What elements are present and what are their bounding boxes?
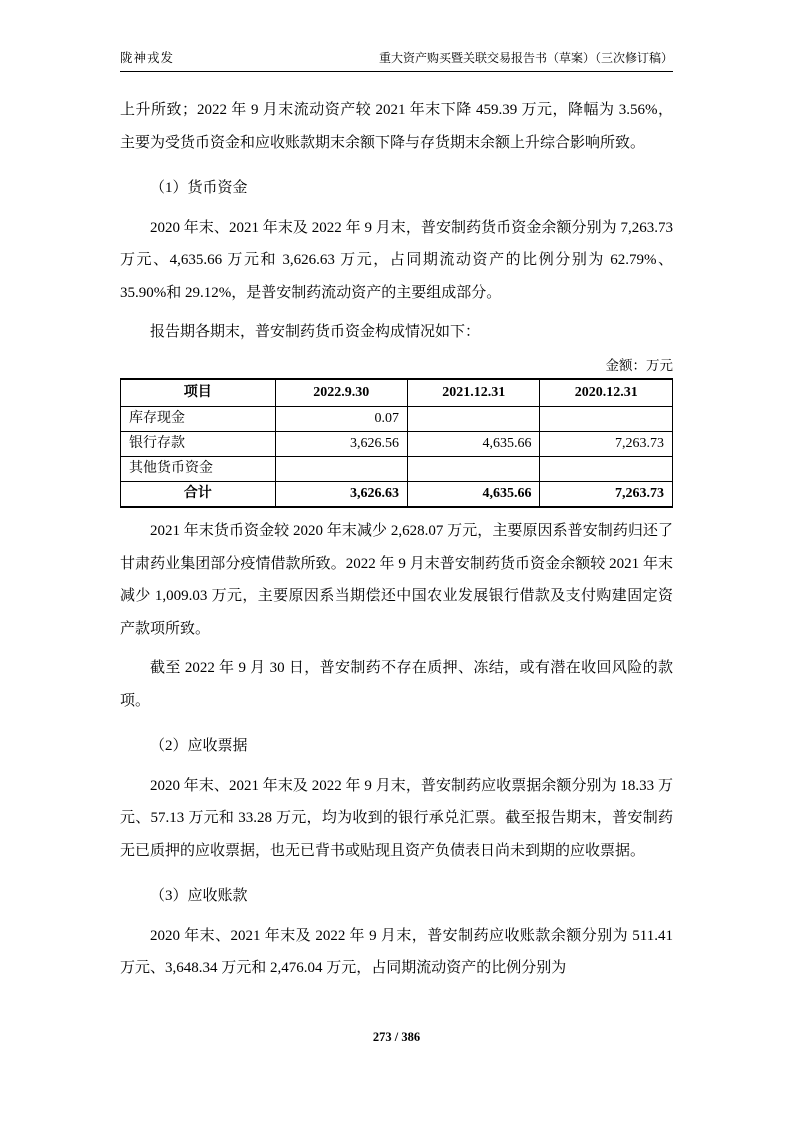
table-cell-value: 0.07 [275, 407, 407, 432]
table-cell-value: 3,626.56 [275, 432, 407, 457]
paragraph-table-intro: 报告期各期末，普安制药货币资金构成情况如下： [150, 324, 481, 340]
table-cell-value [408, 457, 540, 482]
heading-monetary-funds: （1）货币资金 [150, 180, 248, 196]
paragraph-notes-receivable-balance: 2020 年末、2021 年末及 2022 年 9 月末，普安制药应收票据余额分别为 18.33 万元、57.13 万元和 33.28 万元，均为收到的银行承兑汇票。截至报告期末，普安制药无已质押的应收票据，也无已背书或贴现且资产负债表日尚未到期的应收票据。 [120, 777, 673, 859]
table-cell-value: 3,626.63 [275, 482, 407, 508]
table-row-other-monetary-funds [121, 457, 673, 482]
table-header-2021: 2021.12.31 [408, 379, 540, 407]
table-cell-value [408, 407, 540, 432]
table-header-2022: 2022.9.30 [275, 379, 407, 407]
document-header [120, 48, 673, 72]
paragraph-accounts-receivable-balance: 2020 年末、2021 年末及 2022 年 9 月末，普安制药应收账款余额分别为 511.41 万元、3,648.34 万元和 2,476.04 万元，占同期流动资产的比例分别为 [120, 927, 673, 976]
table-header-2020: 2020.12.31 [540, 379, 673, 407]
document-footer [0, 1030, 793, 1045]
header-company-name: 陇神戎发 [120, 51, 175, 65]
table-header-item: 项目 [121, 379, 276, 407]
table-cell-value [540, 407, 673, 432]
table-row-cash-on-hand [121, 407, 673, 432]
table-cell-value [540, 457, 673, 482]
monetary-funds-table [120, 378, 673, 509]
table-cell-value [275, 457, 407, 482]
table-cell-value: 7,263.73 [540, 482, 673, 508]
paragraph-funds-decrease-reason: 2021 年末货币资金较 2020 年末减少 2,628.07 万元，主要原因系普安制药归还了甘肃药业集团部分疫情借款所致。2022 年 9 月末普安制药货币资金余额较 2021 年末减少 1,009.03 万元，主要原因系当期偿还中国农业发展银行借款及支付购建固定资产款项所致。 [120, 523, 673, 637]
table-row-bank-deposits [121, 432, 673, 457]
table-cell-value: 7,263.73 [540, 432, 673, 457]
table-cell-value: 4,635.66 [408, 432, 540, 457]
document-body [120, 94, 673, 985]
heading-notes-receivable: （2）应收票据 [150, 738, 248, 754]
table-row-total [121, 482, 673, 508]
header-report-title: 重大资产购买暨关联交易报告书（草案）（三次修订稿） [378, 51, 673, 65]
paragraph-monetary-funds-balance: 2020 年末、2021 年末及 2022 年 9 月末，普安制药货币资金余额分别为 7,263.73 万元、4,635.66 万元和 3,626.63 万元，占同期流动资产的比例分别为 62.79%、35.90%和 29.12%，是普安制药流动资产的主要组成部分。 [120, 219, 673, 301]
table-cell-label: 银行存款 [121, 432, 276, 457]
table-cell-label: 合计 [121, 482, 276, 508]
heading-accounts-receivable: （3）应收账款 [150, 888, 248, 904]
table-cell-label: 其他货币资金 [121, 457, 276, 482]
paragraph-no-pledge-statement: 截至 2022 年 9 月 30 日，普安制药不存在质押、冻结，或有潜在收回风险的款项。 [120, 660, 673, 709]
table-cell-label: 库存现金 [121, 407, 276, 432]
page-number: 273 / 386 [372, 1030, 421, 1044]
paragraph-current-assets-change: 上升所致；2022 年 9 月末流动资产较 2021 年末下降 459.39 万元，降幅为 3.56%， 主要为受货币资金和应收账款期末余额下降与存货期末余额上升综合影响所致。 [120, 102, 673, 151]
table-cell-value: 4,635.66 [408, 482, 540, 508]
table-header-row [121, 379, 673, 407]
table-unit-note: 金额：万元 [605, 357, 673, 373]
